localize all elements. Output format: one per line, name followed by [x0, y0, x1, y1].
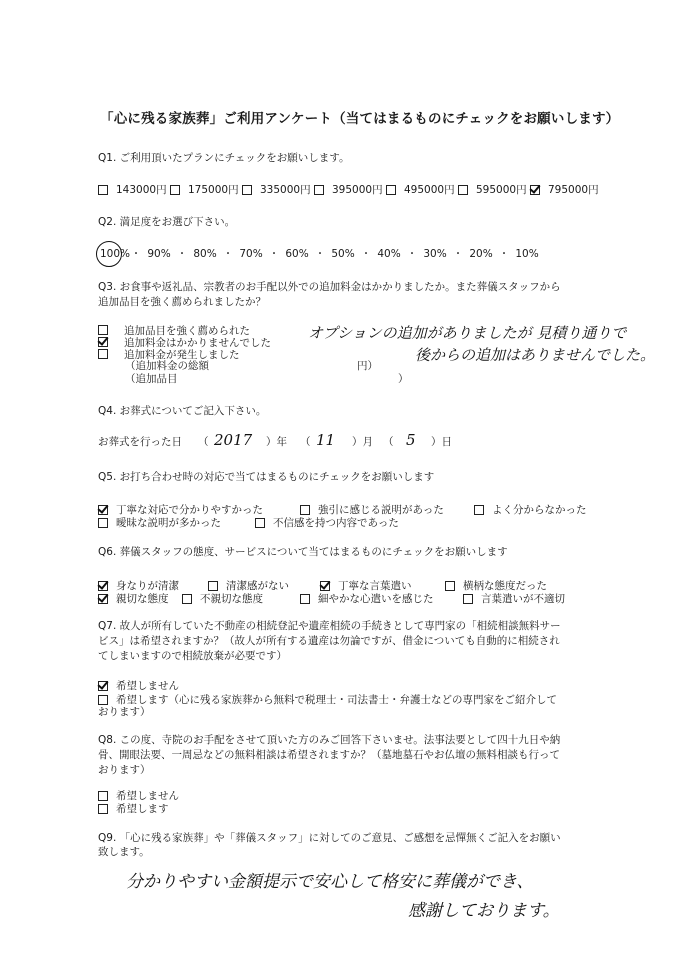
q4-date-label: お葬式を行った日	[98, 436, 182, 448]
q4-paren-close-month: ）月	[352, 436, 373, 448]
q1-option-6[interactable]	[530, 182, 602, 197]
q1-option-3[interactable]	[314, 182, 386, 197]
scale-value[interactable]: 30%	[423, 248, 447, 260]
q4-paren-close-day: ）日	[431, 436, 452, 448]
q6-option-4[interactable]	[98, 591, 169, 606]
q3-amount-label: （追加料金の総額	[125, 360, 209, 372]
q9-handwritten-line1: 分かりやすい金額提示で安心して格安に葬儀ができ、	[126, 872, 534, 892]
checkbox[interactable]	[98, 791, 108, 801]
option-label: 横柄な態度だった	[463, 580, 547, 592]
q3-items-close: ）	[398, 373, 409, 385]
q3-items-label: （追加品目	[125, 373, 178, 385]
checkbox[interactable]	[445, 581, 455, 591]
q1-option-5[interactable]	[458, 182, 530, 197]
q6-question: Q6. 葬儀スタッフの態度、サービスについて当てはまるものにチェックをお願いします	[98, 546, 508, 558]
scale-dot: ・	[130, 248, 142, 260]
q8-line1: Q8. この度、寺院のお手配をさせて頂いた方のみご回答下さいませ。法事法要として四十九日や納	[98, 734, 561, 746]
option-label: 不信感を持つ内容であった	[273, 517, 399, 529]
option-label: よく分からなかった	[492, 504, 587, 516]
scale-value[interactable]: 60%	[285, 248, 309, 260]
option-label: 795000円	[548, 184, 599, 196]
page-title: 「心に残る家族葬」ご利用アンケート（当てはまるものにチェックをお願いします）	[100, 111, 620, 127]
q9-line1: Q9. 「心に残る家族葬」や「葬儀スタッフ」に対してのご意見、ご感想を忌憚無くご記入をお願い	[98, 832, 561, 844]
checkbox[interactable]	[386, 185, 396, 195]
q5-option-4[interactable]	[255, 515, 399, 530]
q1-option-1[interactable]	[170, 182, 242, 197]
checkbox[interactable]	[182, 594, 192, 604]
checkbox[interactable]	[208, 581, 218, 591]
option-label: 不親切な態度	[200, 593, 263, 605]
option-label: 親切な態度	[116, 593, 169, 605]
option-label: 595000円	[476, 184, 527, 196]
option-label: 希望しません	[116, 790, 179, 802]
q6-option-7[interactable]	[463, 591, 565, 606]
checkbox[interactable]	[320, 581, 330, 591]
option-label: 希望します	[116, 803, 169, 815]
satisfaction-scale	[100, 247, 540, 262]
scale-dot: ・	[406, 248, 418, 260]
option-label: 細やかな心遣いを感じた	[318, 593, 434, 605]
scale-dot: ・	[498, 248, 510, 260]
checkbox[interactable]	[314, 185, 324, 195]
scale-value[interactable]: 100%	[100, 248, 131, 260]
scale-dot: ・	[360, 248, 372, 260]
option-label: 335000円	[260, 184, 311, 196]
scale-dot: ・	[222, 248, 234, 260]
q4-month: 11	[316, 431, 336, 449]
scale-dot: ・	[314, 248, 326, 260]
q4-paren-close-year: ）年	[266, 436, 287, 448]
scale-value[interactable]: 70%	[239, 248, 263, 260]
checkbox[interactable]	[463, 594, 473, 604]
option-label: 追加料金はかかりませんでした	[124, 336, 271, 349]
checkbox[interactable]	[98, 581, 108, 591]
q2-question: Q2. 満足度をお選び下さい。	[98, 216, 236, 228]
q6-option-6[interactable]	[300, 591, 434, 606]
option-label: 追加品目を強く薦められた	[124, 324, 250, 337]
q3-question-line1: Q3. お食事や返礼品、宗教者のお手配以外での追加料金はかかりましたか。また葬儀スタッフから	[98, 281, 561, 293]
checkbox[interactable]	[242, 185, 252, 195]
q4-paren-open-year: （	[198, 436, 209, 448]
option-label: 強引に感じる説明があった	[318, 504, 444, 516]
q7-line3: てしまいますので相続放棄が必要です）	[98, 650, 287, 662]
q1-options	[98, 182, 602, 197]
scale-value[interactable]: 20%	[469, 248, 493, 260]
scale-dot: ・	[176, 248, 188, 260]
checkbox[interactable]	[98, 804, 108, 814]
checkbox[interactable]	[530, 185, 540, 195]
q5-option-3[interactable]	[98, 515, 221, 530]
q1-question: Q1. ご利用頂いたプランにチェックをお願いします。	[98, 152, 350, 164]
option-label: 495000円	[404, 184, 455, 196]
checkbox[interactable]	[300, 594, 310, 604]
scale-value[interactable]: 10%	[515, 248, 539, 260]
q7-line2: ビス」は希望されますか？（故人が所有する遺産は勿論ですが、借金についても自動的に相続され	[98, 635, 560, 647]
q9-line2: 致します。	[98, 846, 150, 858]
q7-option-decline[interactable]	[98, 678, 179, 693]
checkbox[interactable]	[170, 185, 180, 195]
option-label: 希望しません	[116, 680, 179, 692]
checkbox[interactable]	[98, 505, 108, 515]
option-label: 395000円	[332, 184, 383, 196]
checkbox[interactable]	[98, 185, 108, 195]
q7-line1: Q7. 故人が所有していた不動産の相続登記や遺産相続の手続きとして専門家の「相続相談無料サー	[98, 620, 561, 632]
q4-paren-open-month: （	[300, 436, 311, 448]
q4-question: Q4. お葬式についてご記入下さい。	[98, 405, 267, 417]
q3-options	[98, 324, 271, 360]
option-label: 143000円	[116, 184, 167, 196]
scale-value[interactable]: 40%	[377, 248, 401, 260]
scale-dot: ・	[452, 248, 464, 260]
q8-option-request[interactable]	[98, 801, 169, 816]
checkbox[interactable]	[98, 695, 108, 705]
q6-option-5[interactable]	[182, 591, 263, 606]
option-label: 175000円	[188, 184, 239, 196]
scale-dot: ・	[268, 248, 280, 260]
option-label: 曖昧な説明が多かった	[116, 517, 221, 529]
option-label: 追加料金が発生しました	[124, 348, 240, 361]
option-label: 希望します（心に残る家族葬から無料で税理士・司法書士・弁護士などの専門家をご紹介して	[116, 694, 557, 706]
scale-value[interactable]: 90%	[147, 248, 171, 260]
q8-line3: おります）	[98, 764, 151, 776]
q4-day: 5	[406, 431, 416, 449]
q3-handwritten-line2: 後からの追加はありませんでした。	[415, 346, 656, 364]
checkbox[interactable]	[98, 681, 108, 691]
option-label: 清潔感がない	[226, 580, 289, 592]
q5-question: Q5. お打ち合わせ時の対応で当てはまるものにチェックをお願いします	[98, 471, 435, 483]
scale-value[interactable]: 50%	[331, 248, 355, 260]
q3-question-line2: 追加品目を強く薦められましたか？	[98, 296, 266, 308]
checkbox[interactable]	[98, 594, 108, 604]
option-label: 丁寧な対応で分かりやすかった	[116, 504, 263, 516]
q7-option-request-line2: おります）	[98, 706, 151, 718]
scale-value[interactable]: 80%	[193, 248, 217, 260]
option-label: 言葉遣いが不適切	[481, 593, 565, 605]
checkbox[interactable]	[255, 518, 265, 528]
q9-handwritten-line2: 感謝しております。	[408, 901, 560, 921]
q8-line2: 骨、開眼法要、一周忌などの無料相談は希望されますか？（墓地墓石やお仏壇の無料相談も行って	[98, 749, 560, 761]
checkbox[interactable]	[98, 349, 108, 359]
checkbox[interactable]	[458, 185, 468, 195]
checkbox[interactable]	[300, 505, 310, 515]
q1-option-0[interactable]	[98, 182, 170, 197]
checkbox[interactable]	[98, 337, 108, 347]
selected-circle-mark	[96, 241, 122, 267]
checkbox[interactable]	[474, 505, 484, 515]
q3-amount-unit: 円）	[357, 360, 378, 372]
q5-option-2[interactable]	[474, 502, 587, 517]
q1-option-4[interactable]	[386, 182, 458, 197]
q4-year: 2017	[214, 431, 253, 449]
checkbox[interactable]	[98, 518, 108, 528]
option-label: 身なりが清潔	[116, 580, 179, 592]
q1-option-2[interactable]	[242, 182, 314, 197]
q4-paren-open-day: （	[383, 436, 394, 448]
option-label: 丁寧な言葉遣い	[338, 580, 412, 592]
q3-handwritten-line1: オプションの追加がありましたが 見積り通りで	[308, 324, 627, 342]
q7-option-request[interactable]	[98, 692, 557, 707]
